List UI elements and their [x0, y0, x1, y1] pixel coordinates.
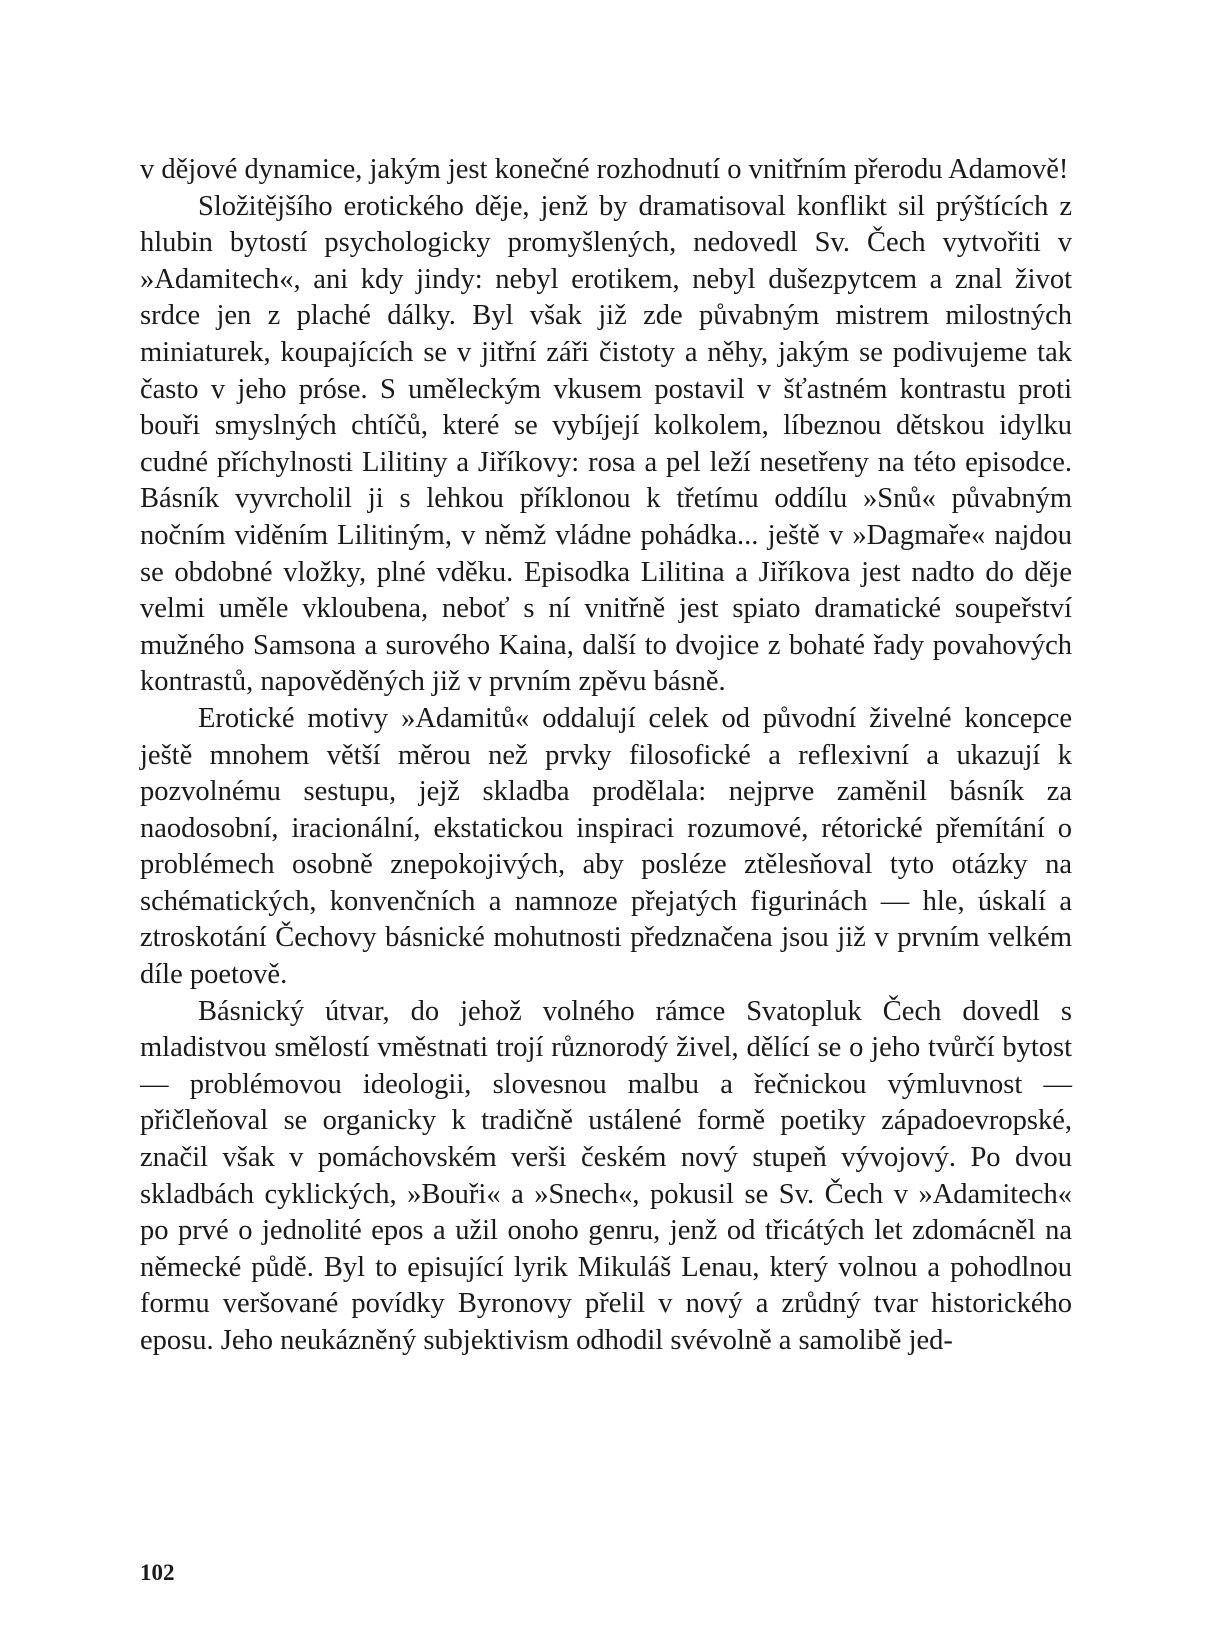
paragraph-erotic-motifs: Erotické motivy »Adamitů« oddalují celek od původní živelné koncepce ještě mnohem větší měrou než prvky filosofické a reflexivní a ukazují k pozvolnému sestupu, jejž skladba prodělala: nejprve zaměnil básník za naodosobní, iracionální, ekstatickou inspiraci rozumové, rétorické přemítání o problémech osobně znepokojivých, aby posléze ztělesňoval tyto otázky na schématických, konvenčních a namnoze přejatých figurinách — hle, úskalí a ztroskotání Čechovy básnické mohutnosti předznačena jsou již v prvním velkém díle poetově.: [140, 702, 1072, 991]
paragraph-erotic-plot: Složitějšího erotického děje, jenž by dramatisoval konflikt sil prýštících z hlubin bytostí psychologicky promyšlených, nedovedl Sv. Čech vytvořiti v »Adamitech«, ani kdy jindy: nebyl erotikem, nebyl dušezpytcem a znal život srdce jen z plaché dálky. Byl však již zde půvabným mistrem milostných miniaturek, koupajících se v jitřní záři čistoty a něhy, jakým se podivujeme tak často v jeho próse. S uměleckým vkusem postavil v šťastném kontrastu proti bouři smyslných chtíčů, které se vybíjejí kolkolem, líbeznou dětskou idylku cudné příchylnosti Lilitiny a Jiříkovy: rosa a pel leží nesetřeny na této episodce. Básník vyvrcholil ji s lehkou příklonou k třetímu oddílu »Snů« půvabným nočním viděním Lilitiným, v němž vládne pohádka... ještě v »Dagmaře« najdou se obdobné vložky, plné vděku. Episodka Lilitina a Jiříkova jest nadto do děje velmi uměle vkloubena, neboť s ní vnitřně jest spiato dramatické soupeřství mužného Samsona a surového Kaina, další to dvojice z bohaté řady povahových kontrastů, napověděných již v prvním zpěvu básně.: [140, 190, 1072, 698]
paragraph-continuation: v dějové dynamice, jakým jest konečné rozhodnutí o vnitřním přerodu Adamově!: [140, 154, 1069, 185]
paragraph-poetic-form: Básnický útvar, do jehož volného rámce Svatopluk Čech dovedl s mladistvou smělostí vměstnati trojí různorodý živel, dělící se o jeho tvůrčí bytost — problémovou ideologii, slovesnou malbu a řečnickou výmluvnost — přičleňoval se organicky k tradičně ustálené formě poetiky západoevropské, značil však v pomáchovském verši českém nový stupeň vývojový. Po dvou skladbách cyklických, »Bouři« a »Snech«, pokusil se Sv. Čech v »Adamitech« po prvé o jednolité epos a užil onoho genru, jenž od třicátých let zdomácněl na německé půdě. Byl to episující lyrik Mikuláš Lenau, který volnou a pohodlnou formu veršované povídky Byronovy přelil v nový a zrůdný tvar historického eposu. Jeho neukázněný subjektivism odhodil svévolně a samolibě jed-: [140, 995, 1072, 1356]
page-text-block: [140, 152, 1072, 1360]
page-number: 102: [140, 1560, 175, 1585]
